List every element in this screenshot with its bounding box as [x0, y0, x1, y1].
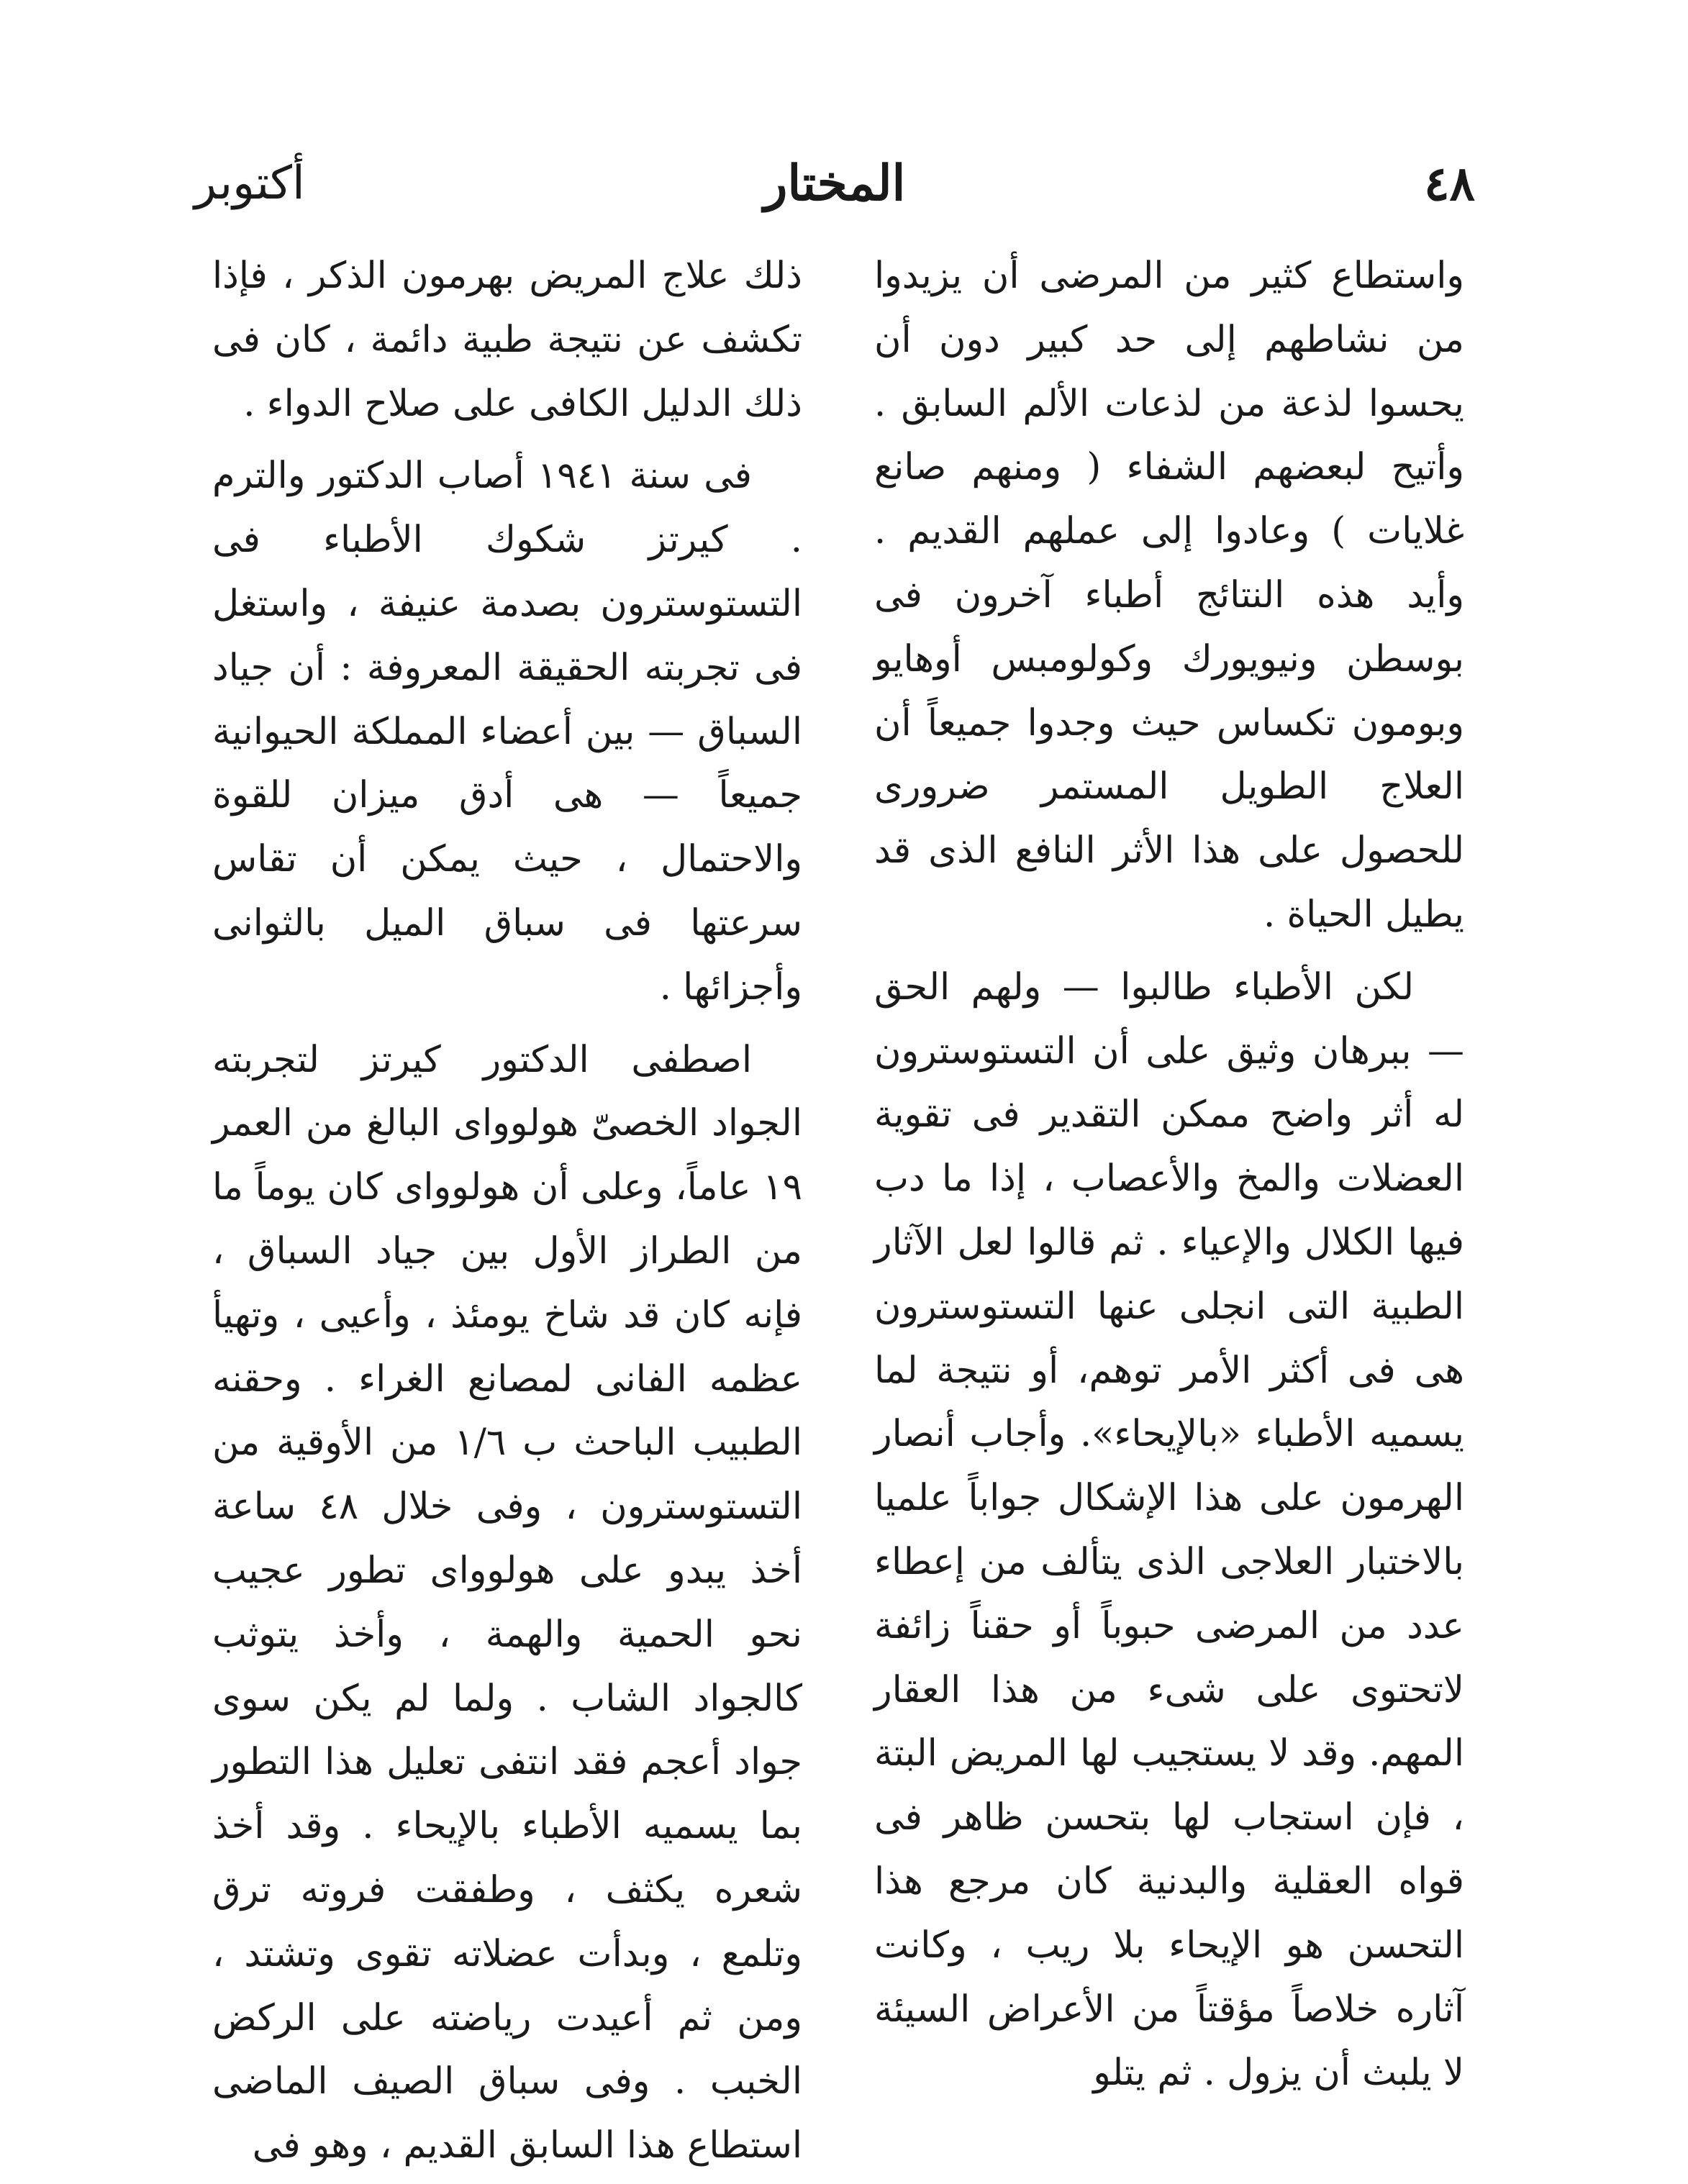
paragraph: لكن الأطباء طالبوا — ولهم الحق — ببرهان وثيق على أن التستوسترون له أثر واضح ممكن التقدير فى تقوية العضلات والمخ والأعصاب ، إذا ما دب فيها الكلال والإعياء . ثم قالوا لعل الآثار الطبية التى انجلى عنها التستوسترون هى فى أكثر الأمر توهم، أو نتيجة لما يسميه الأطباء «بالإيحاء». وأجاب أنصار الهرمون على هذا الإشكال جواباً علميا بالاختبار العلاجى الذى يتألف من إعطاء عدد من المرضى حبوباً أو حقناً زائفة لاتحتوى على شىء من هذا العقار المهم. وقد لا يستجيب لها المريض البتة ، فإن استجاب لها بتحسن ظاهر فى قواه العقلية والبدنية كان مرجع هذا التحسن هو الإيحاء بلا ريب ، وكانت آثاره خلاصاً مؤقتاً من الأعراض السيئة لا يلبث أن يزول . ثم يتلو	[874, 965, 1464, 2095]
magazine-title: المختار	[763, 155, 906, 212]
issue-month: أكتوبر	[194, 157, 305, 210]
running-head	[194, 144, 1475, 223]
paragraph: واستطاع كثير من المرضى أن يزيدوا من نشاطهم إلى حد كبير دون أن يحسوا لذعة من لذعات الألم السابق . وأتيح لبعضهم الشفاء ( ومنهم صانع غلايات ) وعادوا إلى عملهم القديم . وأيد هذه النتائج أطباء آخرون فى بوسطن ونيويورك وكولومبس أوهايو وبومون تكساس حيث وجدوا جميعاً أن العلاج الطويل المستمر ضرورى للحصول على هذا الأثر النافع الذى قد يطيل الحياة .	[874, 255, 1464, 936]
page-number: ٤٨	[1424, 155, 1475, 211]
right-column	[874, 245, 1464, 2106]
paragraph: اصطفى الدكتور كيرتز لتجربته الجواد الخصىّ هولوواى البالغ من العمر ١٩ عاماً، وعلى أن هولوواى كان يوماً ما من الطراز الأول بين جياد السباق ، فإنه كان قد شاخ يومئذ ، وأعيى ، وتهيأ عظمه الفانى لمصانع الغراء . وحقنه الطبيب الباحث ب ١/٦ من الأوقية من التستوسترون ، وفى خلال ٤٨ ساعة أخذ يبدو على هولوواى تطور عجيب نحو الحمية والهمة ، وأخذ يتوثب كالجواد الشاب . ولما لم يكن سوى جواد أعجم فقد انتفى تعليل هذا التطور بما يسميه الأطباء بالإيحاء . وقد أخذ شعره يكثف ، وطفقت فروته ترق وتلمع ، وبدأت عضلاته تقوى وتشتد ، ومن ثم أعيدت رياضته على الركض الخبب . وفى سباق الصيف الماضى استطاع هذا السابق القديم ، وهو فى	[212, 1038, 802, 2167]
left-column	[212, 245, 802, 2178]
paragraph: ذلك علاج المريض بهرمون الذكر ، فإذا تكشف عن نتيجة طبية دائمة ، كان فى ذلك الدليل الكافى على صلاح الدواء .	[212, 255, 802, 425]
paragraph: فى سنة ١٩٤١ أصاب الدكتور والترم . كيرتز شكوك الأطباء فى التستوسترون بصدمة عنيفة ، واستغل فى تجربته الحقيقة المعروفة : أن جياد السباق — بين أعضاء المملكة الحيوانية جميعاً — هى أدق ميزان للقوة والاحتمال ، حيث يمكن أن تقاس سرعتها فى سباق الميل بالثوانى وأجزائها .	[212, 455, 802, 1009]
